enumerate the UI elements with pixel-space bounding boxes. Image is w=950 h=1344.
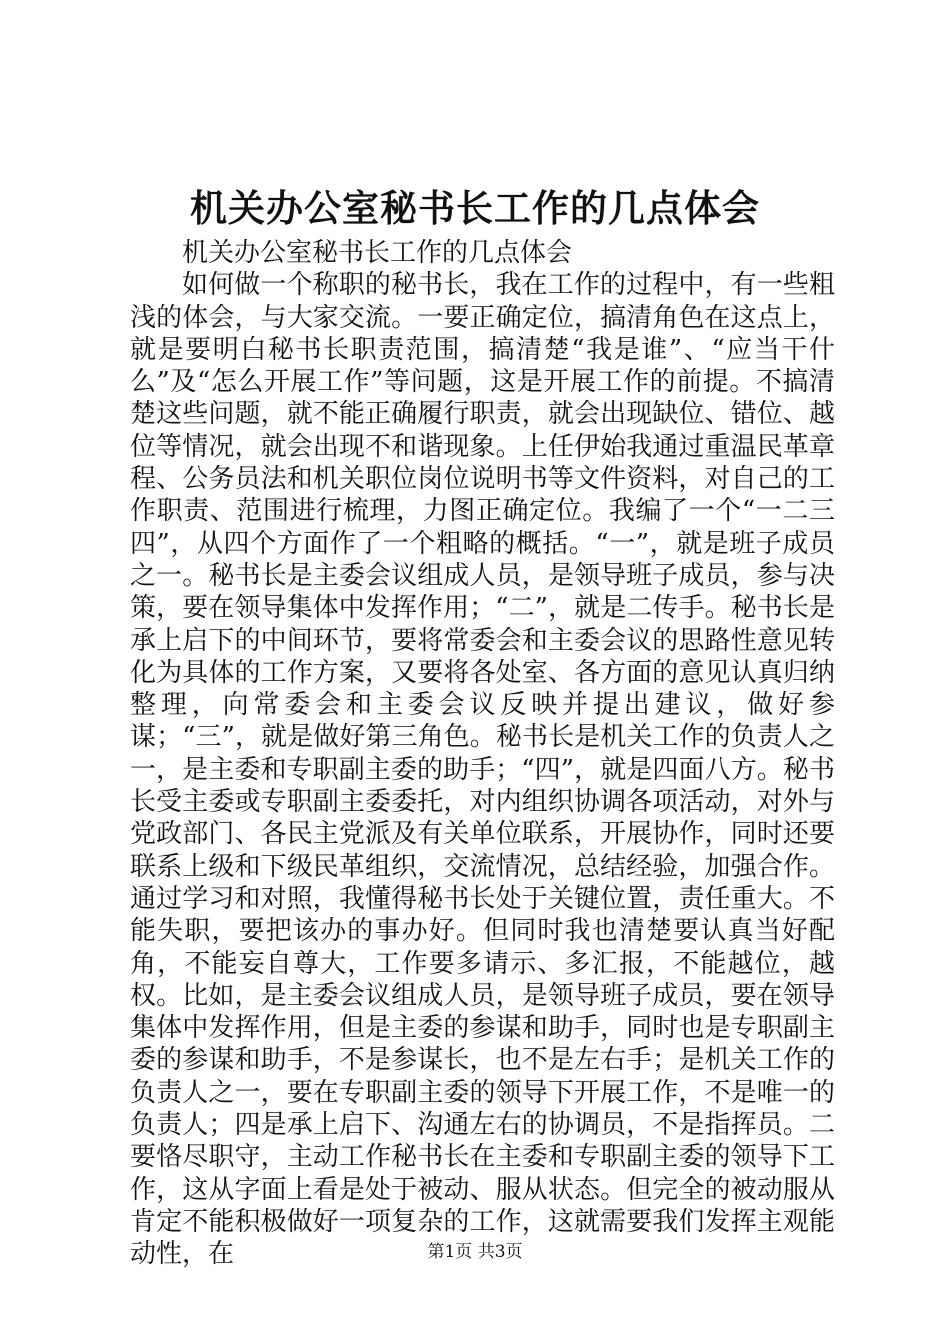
document-title: 机关办公室秘书长工作的几点体会 bbox=[190, 186, 760, 230]
subtitle-paragraph: 机关办公室秘书长工作的几点体会 bbox=[182, 238, 573, 268]
document-body bbox=[130, 237, 835, 1271]
body-paragraph: 如何做一个称职的秘书长，我在工作的过程中，有一些粗浅的体会，与大家交流。一要正确定位，搞清角色在这点上，就是要明白秘书长职责范围，搞清楚“我是谁”、“应当干什么”及“怎么开展工作”等问题，这是开展工作的前提。不搞清楚这些问题，就不能正确履行职责，就会出现缺位、错位、越位等情况，就会出现不和谐现象。上任伊始我通过重温民革章程、公务员法和机关职位岗位说明书等文件资料，对自己的工作职责、范围进行梳理，力图正确定位。我编了一个“一二三四”，从四个方面作了一个粗略的概括。“一”，就是班子成员之一。秘书长是主委会议组成人员，是领导班子成员，参与决策，要在领导集体中发挥作用；“二”，就是二传手。秘书长是承上启下的中间环节，要将常委会和主委会议的思路性意见转化为具体的工作方案，又要将各处室、各方面的意见认真归纳整理，向常委会和主委会议反映并提出建议，做好参谋；“三”，就是做好第三角色。秘书长是机关工作的负责人之一，是主委和专职副主委的助手；“四”，就是四面八方。秘书长受主委或专职副主委委托，对内组织协调各项活动，对外与党政部门、各民主党派及有关单位联系，开展协作，同时还要联系上级和下级民革组织，交流情况，总结经验，加强合作。通过学习和对照，我懂得秘书长处于关键位置，责任重大。不能失职，要把该办的事办好。但同时我也清楚要认真当好配角，不能妄自尊大，工作要多请示、多汇报，不能越位，越权。比如，是主委会议组成人员，是领导班子成员，要在领导集体中发挥作用，但是主委的参谋和助手，同时也是专职副主委的参谋和助手，不是参谋长，也不是左右手；是机关工作的负责人之一，要在专职副主委的领导下开展工作，不是唯一的负责人；四是承上启下、沟通左右的协调员，不是指挥员。二要恪尽职守，主动工作秘书长在主委和专职副主委的领导下工作，这从字面上看是处于被动、服从状态。但完全的被动服从肯定不能积极做好一项复杂的工作，这就需要我们发挥主观能动性，在 bbox=[130, 270, 835, 1270]
page-number-footer: 第1页 共3页 bbox=[427, 1242, 523, 1262]
